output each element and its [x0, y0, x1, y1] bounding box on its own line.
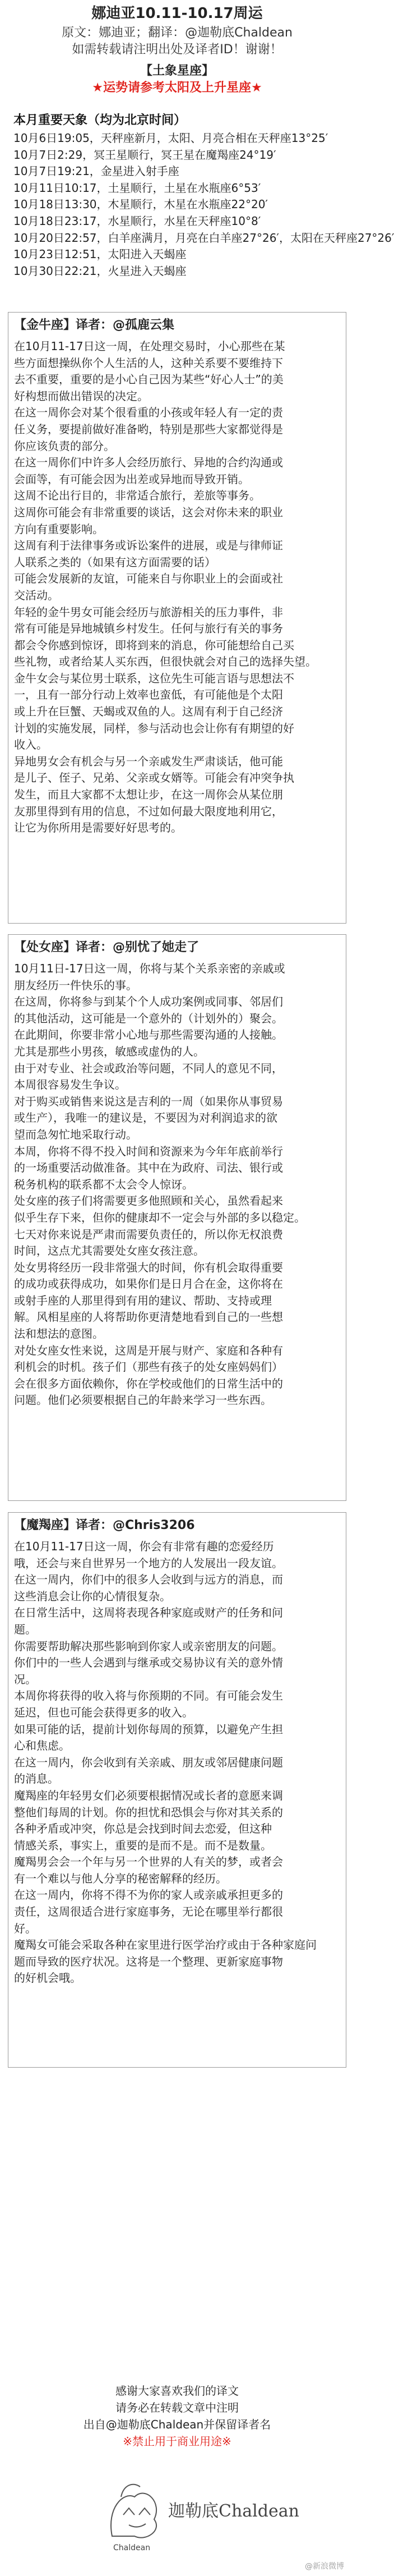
capricorn-line: 魔羯女可能会采取各种在家里进行医学治疗或由于各种家庭问	[14, 1938, 317, 1952]
taurus-line: 发生，而且大家都不太想让步，在这一周你会从某位朋	[14, 788, 283, 802]
capricorn-line: 题而导致的医疗状况。这将是一个整理、更新家庭事物	[14, 1954, 283, 1968]
virgo-line: 的其他活动，这可能是一个意外的（计划外的）聚会。	[14, 1011, 283, 1025]
category-tag: 【土象星座】	[140, 64, 214, 78]
virgo-line: 对处女座女性来说，这周是开展与财产、家庭和各种有	[14, 1343, 283, 1357]
page-title: 娜迪亚10.11-10.17周运	[91, 5, 263, 22]
taurus-line: 方向有重要影响。	[14, 522, 104, 536]
taurus-line: 金牛女会与某位男士联系，这位先生可能言语与思想法不	[14, 671, 294, 685]
taurus-line: 去不重要，重要的是小心自己因为某些“好心人士”的美	[14, 373, 284, 387]
taurus-line: 人联系之类的（如果有这方面需要的话）	[14, 555, 216, 569]
virgo-line: 时间，这点尤其需要处女座女孩注意。	[14, 1244, 205, 1258]
capricorn-line: 在这一周内，你将不得不为你的家人或亲戚承担更多的	[14, 1888, 283, 1902]
taurus-line: 交活动。	[14, 588, 59, 602]
virgo-line: 在这周，你将参与到某个个人成功案例或同事、邻居们	[14, 995, 283, 1009]
capricorn-section	[8, 1512, 346, 2068]
events-line: 10月20日22:57，白羊座满月，月亮在白羊座27°26′，太阳在天秤座27°26′	[13, 231, 394, 245]
virgo-line: 在此期间，你要非常小心地与那些需要沟通的人接触。	[14, 1028, 283, 1042]
capricorn-line: 魔羯座的年轻男女们必须要根据情况或长者的意愿来调	[14, 1788, 283, 1802]
virgo-line: 或射手座的人那里得到有用的建议、帮助、支持或理	[14, 1293, 272, 1307]
taurus-line: 让它为你所用是需要好好思考的。	[14, 821, 182, 835]
capricorn-line: 心和焦虑。	[14, 1739, 70, 1753]
capricorn-line: 整他们每周的计划。你的担忧和恐惧会与你对其关系的	[14, 1805, 283, 1819]
taurus-line: 会面等，有可能会因为出差或异地而导致开销。	[14, 472, 249, 486]
events-line: 10月23日12:51，太阳进入天蝎座	[13, 247, 187, 261]
virgo-line: 法和想法的意图。	[14, 1327, 104, 1341]
capricorn-line: 延迟，但也可能会获得更多的收入。	[14, 1705, 193, 1719]
virgo-line: 10月11日-17日这一周，你将与某个关系亲密的亲戚或	[14, 962, 285, 975]
capricorn-line: 在日常生活中，这周将表现各种家庭或财产的任务和问	[14, 1606, 283, 1620]
virgo-line: 对于购买或销售来说这是吉利的一周（如果你从事贸易	[14, 1094, 283, 1108]
capricorn-heading: 【魔羯座】译者：@Chris3206	[14, 1518, 195, 1532]
taurus-line: 任义务，要提前做好准备哟，特别是那些大家都觉得是	[14, 422, 283, 436]
virgo-line: 的一场重要活动做准备。其中在为政府、司法、银行或	[14, 1161, 283, 1175]
taurus-line: 这周你可能会有非常重要的谈话，这会对你未来的职业	[14, 505, 283, 519]
capricorn-line: 魔羯男会会一个年与另一个世界的人有关的梦，或者会	[14, 1855, 283, 1869]
taurus-line: 或上升在巨蟹、天蝎或双鱼的人。这周有利于自己经济	[14, 705, 283, 719]
capricorn-line: 的好机会哦。	[14, 1971, 81, 1985]
taurus-line: 可能会发展新的友谊，可能来自与你职业上的会面或社	[14, 572, 283, 586]
events-line: 10月18日23:17，水星顺行，水星在天秤座10°8′	[13, 214, 261, 228]
capricorn-line: 在10月11-17日这一周，你会有非常有趣的恋爱经历	[14, 1540, 274, 1553]
virgo-line: 问题。他们必须要根据自己的年龄来学习一些东西。	[14, 1393, 272, 1407]
capricorn-line: 责任，这周很适合进行家庭事务，无论在哪里举行都很	[14, 1905, 283, 1919]
virgo-line: 处女座的孩子们将需要更多他照顾和关心，虽然看起来	[14, 1194, 283, 1208]
chaldean-logo	[90, 2463, 299, 2553]
taurus-line: 常有可能是异地城镇乡村发生。任何与旅行有关的事务	[14, 622, 283, 636]
virgo-line: 本周，你将不得不投入时间和资源来为今年年底前举行	[14, 1144, 283, 1158]
taurus-line: 计划的实施发展，同样，参与活动也会让你有有期望的好	[14, 721, 294, 735]
events-line: 10月7日2:29，冥王星顺行，冥王星在魔羯座24°19′	[13, 148, 276, 162]
virgo-line: 或生产），我唯一的建议是，不要因为对利润追求的欲	[14, 1111, 277, 1125]
credit-line: 原文：娜迪亚；翻译：@迦勒底Chaldean	[62, 26, 293, 40]
taurus-line: 收入。	[14, 738, 48, 752]
capricorn-line: 在这一周内，你会收到有关亲戚、朋友或邻居健康问题	[14, 1755, 283, 1769]
taurus-line: 都会令你感到惊讶，即将到来的消息，你可能想给自己买	[14, 638, 294, 652]
capricorn-line: 本周你将获得的收入将与你预期的不同。有可能会发生	[14, 1689, 283, 1703]
footer-thanks: 感谢大家喜欢我们的译文	[115, 2384, 239, 2398]
capricorn-line: 你需要帮助解决那些影响到你家人或亲密朋友的问题。	[14, 1639, 283, 1653]
taurus-line: 这周不论出行目的，非常适合旅行，差旅等事务。	[14, 489, 261, 503]
taurus-line: 在这一周你们中许多人会经历旅行、异地的合约沟通或	[14, 456, 283, 470]
virgo-line: 朋友经历一件快乐的事。	[14, 978, 137, 992]
reminder-text: ★运势请参考太阳及上升星座★	[92, 81, 262, 95]
events-line: 10月7日19:21，金星进入射手座	[13, 164, 179, 178]
footer-source: 出自@迦勒底Chaldean并保留译者名	[83, 2418, 271, 2431]
events-line: 10月6日19:05，天秤座新月，太阳、月亮合相在天秤座13°25′	[13, 131, 328, 145]
virgo-line: 利机会的时机。孩子们（那些有孩子的处女座妈妈们）	[14, 1360, 283, 1374]
taurus-line: 友那里得到有用的信息，不过如何最大限度地利用它，	[14, 804, 283, 818]
virgo-line: 本周很容易发生争议。	[14, 1078, 126, 1092]
taurus-body	[14, 338, 340, 837]
capricorn-line: 各种矛盾或冲突，你总是会找到时间去恋爱，但这种	[14, 1822, 272, 1836]
events-title: 本月重要天象（均为北京时间）	[13, 113, 187, 127]
virgo-line: 尤其是那些小男孩，敏感或虚伪的人。	[14, 1044, 205, 1058]
watermark: @新浪微博	[305, 2562, 344, 2571]
virgo-line: 解。风相星座的人将帮助你更清楚地看到自己的一些想	[14, 1310, 283, 1324]
events-line: 10月30日22:21，火星进入天蝎座	[13, 264, 187, 278]
virgo-line: 望而急匆忙地采取行动。	[14, 1127, 137, 1141]
taurus-heading: 【金牛座】译者：@孤鹿云集	[14, 318, 175, 332]
virgo-line: 会在很多方面依赖你，你在学校或他们的日常生活中的	[14, 1376, 283, 1390]
events-line: 10月18日13:30，木星顺行，木星在水瓶座22°20′	[13, 198, 268, 212]
taurus-line: 一，且有一部分行动上效率也蛮低，有可能他是个太阳	[14, 688, 283, 702]
footer-cite: 请务必在转载文章中注明	[115, 2401, 239, 2414]
taurus-line: 些方面想操纵你个人生活的人，这种关系要不要维持下	[14, 356, 283, 370]
logo-sub: Chaldean	[113, 2543, 151, 2552]
capricorn-line: 这些消息会让你的心情很复杂。	[14, 1589, 171, 1603]
taurus-line: 你应该负责的部分。	[14, 439, 115, 453]
capricorn-line: 的消息。	[14, 1772, 59, 1786]
capricorn-line: 好。	[14, 1921, 36, 1935]
taurus-line: 好构想而做出错误的决定。	[14, 389, 149, 403]
taurus-section	[8, 312, 346, 924]
repost-notice: 如需转载请注明出处及译者ID！谢谢！	[72, 43, 282, 57]
taurus-line: 年轻的金牛男女可能会经历与旅游相关的压力事件，非	[14, 605, 283, 619]
virgo-line: 处女男将经历一段非常强大的时间，你有机会取得重要	[14, 1260, 283, 1274]
taurus-line: 异地男女会有机会与另一个亲戚发生严肃谈话，他可能	[14, 754, 283, 768]
capricorn-body	[14, 1539, 340, 1987]
capricorn-line: 如果可能的话，提前计划你每周的预算，以避免产生担	[14, 1722, 283, 1736]
capricorn-line: 况。	[14, 1672, 36, 1686]
events-line: 10月11日10:17，土星顺行，土星在水瓶座6°53′	[13, 181, 261, 195]
virgo-line: 税务机构的联系都不太会令人惊讶。	[14, 1177, 193, 1191]
capricorn-line: 哦，还会与来自世界另一个地方的人发展出一段友谊。	[14, 1556, 283, 1570]
capricorn-line: 在这一周内，你们中的很多人会收到与远方的消息，而	[14, 1573, 283, 1587]
virgo-section	[8, 934, 346, 1501]
virgo-line: 的成功或获得成功，如果你们是日月合在金，这你将在	[14, 1277, 283, 1291]
capricorn-line: 你们中的一些人会遇到与继承或交易协议有关的意外情	[14, 1656, 283, 1670]
capricorn-line: 题。	[14, 1622, 36, 1636]
virgo-body	[14, 961, 340, 1409]
virgo-line: 似乎生存下来，但你的健康却不一定会与外部的多以稳定。	[14, 1210, 305, 1224]
taurus-line: 这周有利于法律事务或诉讼案件的进展，或是与律师证	[14, 539, 283, 553]
capricorn-line: 情感关系，事实上，重要的是而不是。而不是数量。	[14, 1838, 272, 1852]
virgo-line: 由于对专业、社会或政治等问题，不同人的意见不同，	[14, 1061, 283, 1075]
logo-text: 迦勒底Chaldean	[168, 2501, 299, 2521]
footer-ban: ※禁止用于商业用途※	[123, 2435, 231, 2448]
taurus-line: 些礼物，或者给某人买东西，但很快就会对自己的选择失望。	[14, 655, 317, 669]
virgo-line: 七天对你来说是严肃而需要负责任的，所以你无权浪费	[14, 1227, 283, 1241]
virgo-heading: 【处女座】译者：@别忧了她走了	[14, 940, 200, 954]
capricorn-line: 有一个难以与他人分享的秘密解释的经历。	[14, 1871, 227, 1885]
taurus-line: 在这一周你会对某个很看重的小孩或年轻人有一定的责	[14, 406, 283, 420]
taurus-line: 在10月11-17日这一周，在处理交易时，小心那些在某	[14, 339, 285, 353]
taurus-line: 是儿子、侄子、兄弟、父亲或女婿等。可能会有冲突争执	[14, 771, 294, 785]
events-list	[13, 130, 394, 279]
